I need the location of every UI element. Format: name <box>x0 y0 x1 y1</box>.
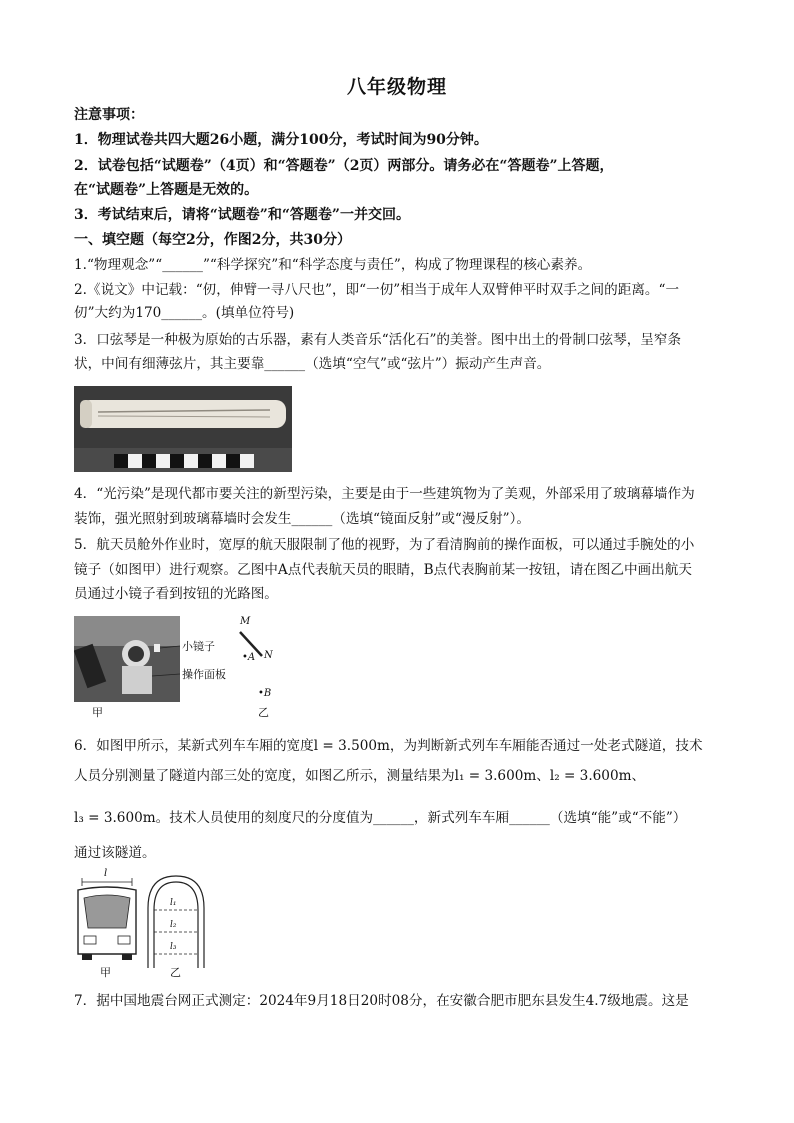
page-title: 八年级物理 <box>346 76 447 98</box>
figure-caption-b: 乙 <box>170 966 181 979</box>
question-6-line: l₃ = 3.600m。技术人员使用的刻度尺的分度值为______，新式列车车厢______（选填“能”或“不能”） <box>74 810 687 826</box>
question-4-line: 4．“光污染”是现代都市要关注的新型污染，主要是由于一些建筑物为了美观，外部采用了玻璃幕墙作为 <box>74 486 695 502</box>
question-5-line: 镜子（如图甲）进行观察。乙图中A点代表航天员的眼睛，B点代表胸前某一按钮，请在图乙中画出航天 <box>74 562 692 578</box>
train-tunnel-figure <box>74 868 214 979</box>
point-a-label: •A <box>242 652 256 663</box>
mirror-label: 小镜子 <box>182 640 215 653</box>
figure-caption-b: 乙 <box>258 706 269 719</box>
point-m-label: M <box>240 616 251 627</box>
mouth-harp-figure <box>74 386 292 472</box>
question-6-line: 人员分别测量了隧道内部三处的宽度，如图乙所示，测量结果为l₁ = 3.600m、l₂ = 3.600m、 <box>74 768 646 784</box>
question-3-line: 3．口弦琴是一种极为原始的古乐器，素有人类音乐“活化石”的美誉。图中出土的骨制口弦琴，呈窄条 <box>74 332 682 348</box>
question-4-line: 装饰，强光照射到玻璃幕墙时会发生______（选填“镜面反射”或“漫反射”）。 <box>74 511 530 527</box>
question-3-line: 状，中间有细薄弦片，其主要靠______（选填“空气”或“弦片”）振动产生声音。 <box>74 356 551 372</box>
question-2-line: 仞”大约为170______。(填单位符号) <box>74 305 295 321</box>
train-width-label: l <box>104 868 108 879</box>
l2-label: l₂ <box>170 920 177 930</box>
notice-heading: 注意事项： <box>74 107 144 123</box>
question-6-line: 6．如图甲所示，某新式列车车厢的宽度l = 3.500m，为判断新式列车车厢能否通过一处老式隧道，技术 <box>74 738 703 754</box>
notice-item: 1．物理试卷共四大题26小题，满分100分，考试时间为90分钟。 <box>74 132 488 148</box>
question-1: 1.“物理观念”“______”“科学探究”和“科学态度与责任”，构成了物理课程的核心素养。 <box>74 257 592 273</box>
point-b-label: •B <box>258 688 272 699</box>
mouth-harp-image <box>74 386 292 472</box>
notice-item: 2．试卷包括“试题卷”（4页）和“答题卷”（2页）两部分。请务必在“答题卷”上答题， <box>74 158 614 174</box>
question-6-line: 通过该隧道。 <box>74 845 156 861</box>
figure-caption-a: 甲 <box>92 706 103 719</box>
l1-label: l₁ <box>170 898 177 908</box>
section-heading: 一、填空题（每空2分，作图2分，共30分） <box>74 232 351 248</box>
question-5-line: 员通过小镜子看到按钮的光路图。 <box>74 586 278 602</box>
question-7-line: 7．据中国地震台网正式测定：2024年9月18日20时08分，在安徽合肥市肥东县发生4.7级地震。这是 <box>74 993 689 1009</box>
train-tunnel-diagram <box>74 872 214 978</box>
notice-item: 3．考试结束后，请将“试题卷”和“答题卷”一并交回。 <box>74 207 410 223</box>
l3-label: l₃ <box>170 942 177 952</box>
figure-caption-a: 甲 <box>100 966 111 979</box>
question-5-line: 5．航天员舱外作业时，宽厚的航天服限制了他的视野，为了看清胸前的操作面板，可以通过手腕处的小 <box>74 537 695 553</box>
question-2-line: 2.《说文》中记载：“仞，伸臂一寻八尺也”，即“一仞”相当于成年人双臂伸平时双手之间的距离。“一 <box>74 282 680 298</box>
point-n-label: N <box>264 650 273 661</box>
astronaut-figure <box>74 616 304 722</box>
notice-item: 在“试题卷”上答题是无效的。 <box>74 182 259 198</box>
panel-label: 操作面板 <box>182 668 226 681</box>
